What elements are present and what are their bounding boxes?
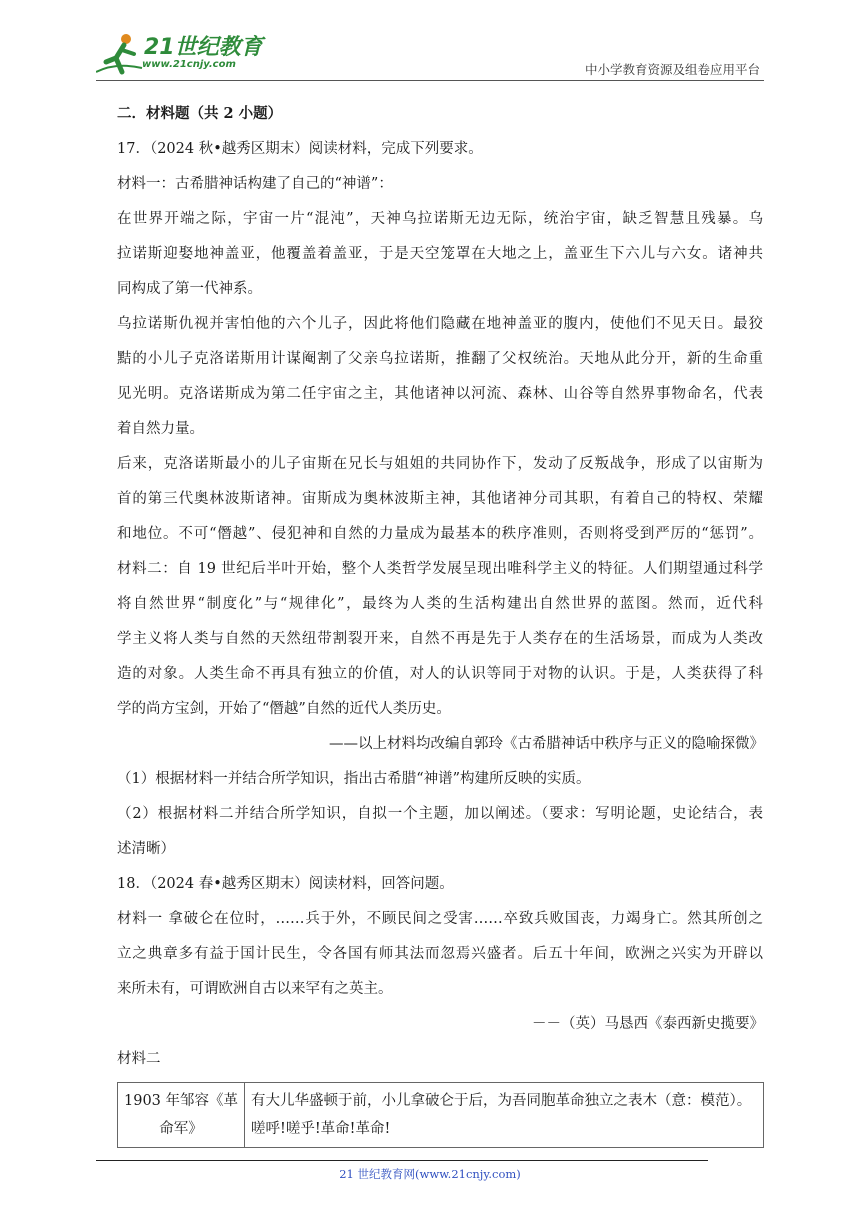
q17-line: 见光明。克洛诺斯成为第二任宇宙之主，其他诸神以河流、森林、山谷等自然界事物命名，代表 [117, 386, 763, 402]
runner-icon [96, 32, 144, 76]
platform-name: 中小学教育资源及组卷应用平台 [584, 62, 760, 77]
q18-line: 来所未有，可谓欧洲自古以来罕有之英主。 [117, 981, 393, 997]
q17-line: 着自然力量。 [117, 421, 204, 437]
section-title: 二．材料题（共 2 小题） [117, 105, 283, 122]
q17-line: 在世界开端之际，宇宙一片“混沌”，天神乌拉诺斯无边无际，统治宇宙，缺乏智慧且残暴。乌 [117, 211, 763, 227]
page-header [0, 0, 860, 84]
q17-source: ——以上材料均改编自郭玲《古希腊神话中秩序与正义的隐喻探微》 [329, 736, 764, 752]
q17-line: 造的对象。人类生命不再具有独立的价值，对人的认识等同于对物的认识。于是，人类获得了科 [117, 666, 763, 682]
footer-text: 21 世纪教育网(www.21cnjy.com) [339, 1167, 521, 1181]
footer-divider [96, 1160, 708, 1161]
q17-line: 后来，克洛诺斯最小的儿子宙斯在兄长与姐姐的共同协作下，发动了反叛战争，形成了以宙斯为 [117, 456, 763, 472]
q18-line: 立之典章多有益于国计民生，令各国有师其法而忽焉兴盛者。后五十年间，欧洲之兴实为开辟以 [117, 946, 763, 962]
q18-line: 材料一 拿破仑在位时，……兵于外，不顾民间之受害……卒致兵败国丧，力竭身亡。然其所创之 [117, 911, 763, 927]
table-cell-source: 1903 年邹容《革命军》 [118, 1083, 245, 1148]
q18-material-2-label: 材料二 [117, 1051, 161, 1067]
q17-subquestion-2-cont: 述清晰） [117, 841, 175, 857]
table-row [118, 1083, 764, 1148]
header-divider [96, 80, 764, 81]
q17-line: 和地位。不可“僭越”、侵犯神和自然的力量成为最基本的秩序准则，否则将受到严厉的“惩罚”。 [117, 526, 763, 542]
site-logo [96, 30, 266, 78]
table-cell-quote: 有大儿华盛顿于前，小儿拿破仑于后，为吾同胞革命独立之表木（意：模范）。嗟呼!嗟乎!革命!革命! [245, 1083, 764, 1148]
question-17-stem: 17．（2024 秋•越秀区期末）阅读材料，完成下列要求。 [117, 141, 483, 157]
q17-line: 材料一：古希腊神话构建了自己的“神谱”： [117, 176, 393, 192]
material-table [117, 1082, 764, 1148]
q17-line: 首的第三代奥林波斯诸神。宙斯成为奥林波斯主神，其他诸神分司其职，有着自己的特权、荣耀 [117, 491, 763, 507]
question-18-stem: 18．（2024 春•越秀区期末）阅读材料，回答问题。 [117, 876, 454, 892]
q18-source: －－（英）马恳西《泰西新史揽要》 [532, 1016, 764, 1032]
logo-text: 21世纪教育 [144, 35, 263, 60]
q17-line: 将自然世界“制度化”与“规律化”，最终为人类的生活构建出自然世界的蓝图。然而，近代科 [117, 596, 763, 612]
q17-subquestion-2: （2）根据材料二并结合所学知识，自拟一个主题，加以阐述。（要求：写明论题，史论结合，表 [117, 806, 763, 822]
q17-subquestion-1: （1）根据材料一并结合所学知识，指出古希腊“神谱”构建所反映的实质。 [117, 771, 591, 787]
q17-line: 同构成了第一代神系。 [117, 281, 262, 297]
q17-line: 学的尚方宝剑，开始了“僭越”自然的近代人类历史。 [117, 701, 451, 717]
q17-line: 学主义将人类与自然的天然纽带割裂开来，自然不再是先于人类存在的生活场景，而成为人类改 [117, 631, 763, 647]
q17-line: 乌拉诺斯仇视并害怕他的六个儿子，因此将他们隐藏在地神盖亚的腹内，使他们不见天日。最狡 [117, 316, 763, 332]
q17-line: 材料二：自 19 世纪后半叶开始，整个人类哲学发展呈现出唯科学主义的特征。人们期望通过科学 [117, 561, 763, 577]
logo-url: www.21cnjy.com [142, 59, 236, 70]
q17-line: 拉诺斯迎娶地神盖亚，他覆盖着盖亚，于是天空笼罩在大地之上，盖亚生下六儿与六女。诸神共 [117, 246, 763, 262]
q17-line: 黠的小儿子克洛诺斯用计谋阉割了父亲乌拉诺斯，推翻了父权统治。天地从此分开，新的生命重 [117, 351, 763, 367]
